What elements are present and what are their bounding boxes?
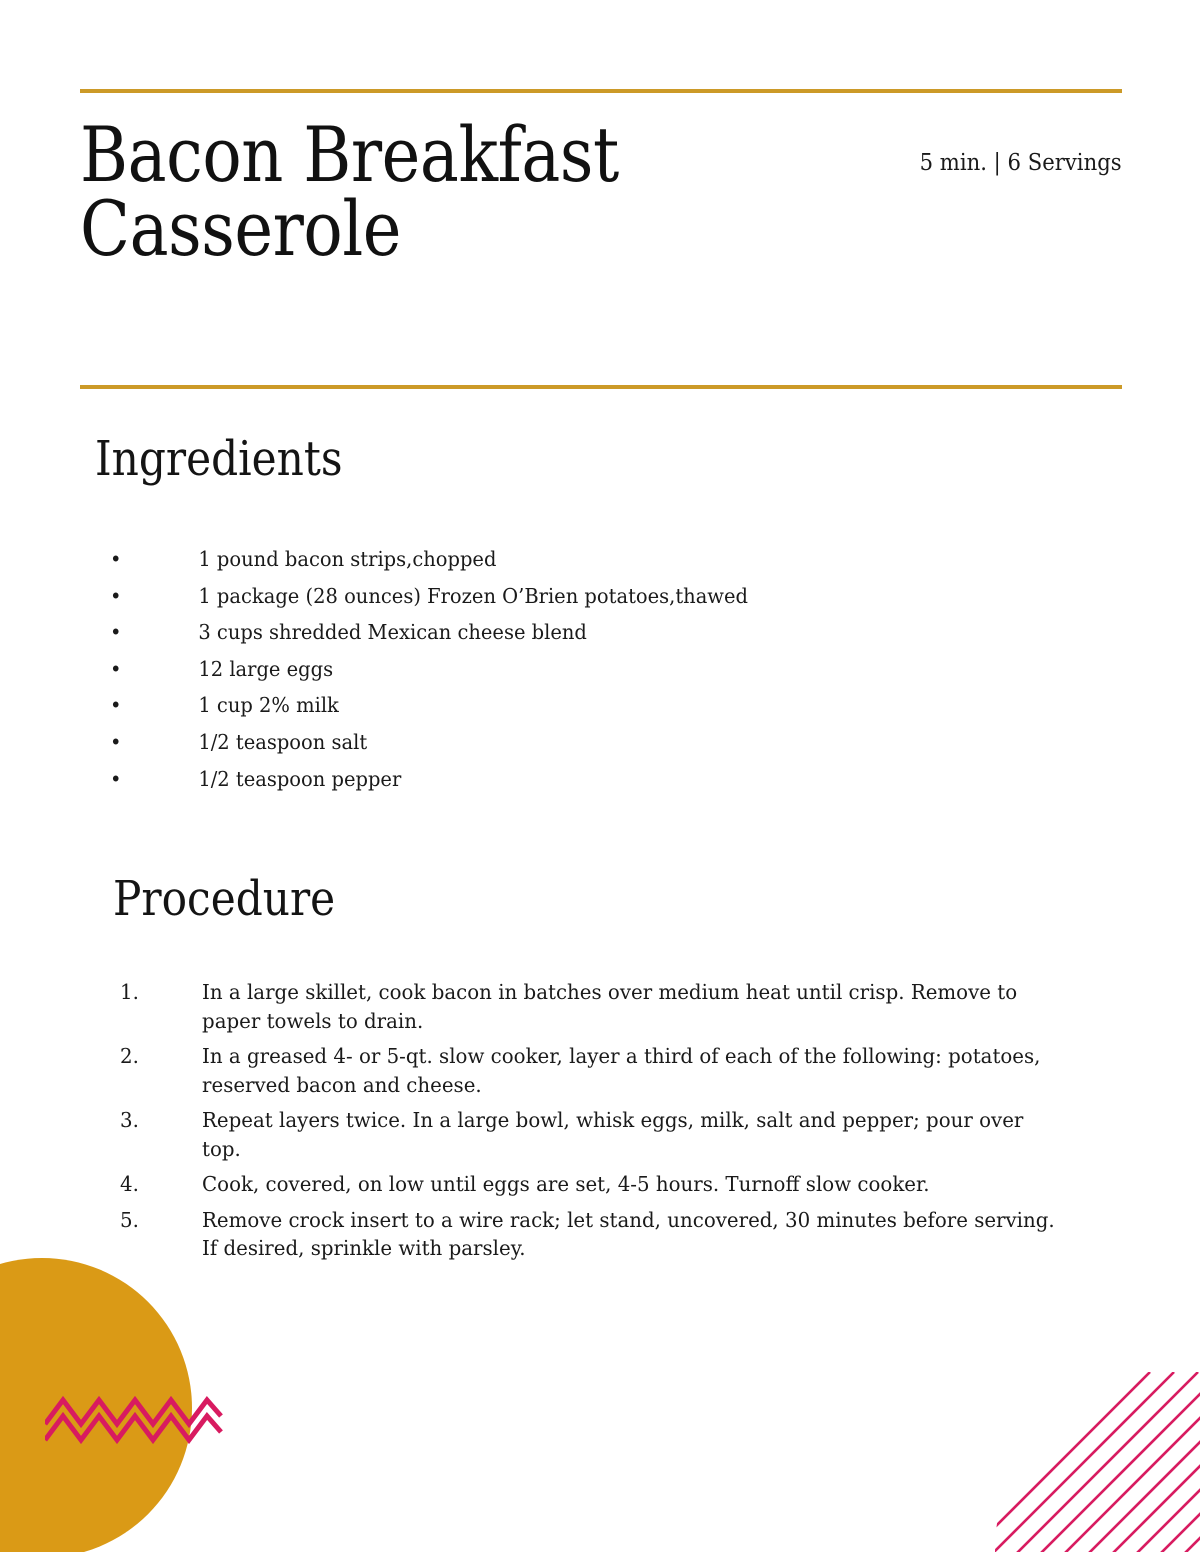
procedure-list <box>120 978 1100 1270</box>
list-item <box>120 978 1066 1035</box>
ingredient-text: 1/2 teaspoon salt <box>198 729 368 754</box>
list-item <box>110 578 1060 615</box>
procedure-heading: Procedure <box>113 871 336 927</box>
header-bottom-rule <box>80 385 1122 389</box>
step-number: 3. <box>120 1108 139 1132</box>
bullet-icon: • <box>110 656 122 681</box>
step-number: 4. <box>120 1172 139 1196</box>
header <box>80 110 1122 274</box>
header-top-rule <box>80 89 1122 93</box>
ingredients-list <box>110 541 1110 797</box>
ingredient-text: 1 package (28 ounces) Frozen O’Brien potatoes,thawed <box>198 583 748 608</box>
step-text: Cook, covered, on low until eggs are set, 4-5 hours. Turnoff slow cooker. <box>202 1172 930 1196</box>
step-text: In a greased 4- or 5-qt. slow cooker, layer a third of each of the following: potatoes, reserved bacon and cheese. <box>202 1044 1041 1097</box>
list-item <box>110 651 1060 688</box>
step-text: Repeat layers twice. In a large bowl, whisk eggs, milk, salt and pepper; pour over top. <box>202 1108 1024 1161</box>
recipe-meta: 5 min. | 6 Servings <box>919 150 1122 176</box>
ingredient-text: 1/2 teaspoon pepper <box>198 766 402 791</box>
step-text: Remove crock insert to a wire rack; let stand, uncovered, 30 minutes before serving. If desired, sprinkle with parsley. <box>202 1207 1055 1260</box>
bullet-icon: • <box>110 729 122 754</box>
list-item <box>110 724 1060 761</box>
bullet-icon: • <box>110 547 122 571</box>
bullet-icon: • <box>110 766 122 791</box>
ingredient-text: 1 cup 2% milk <box>198 693 339 718</box>
ingredient-text: 1 pound bacon strips,chopped <box>198 547 497 571</box>
page-title: Bacon Breakfast Casserole <box>80 110 619 274</box>
bullet-icon: • <box>110 620 122 645</box>
list-item <box>110 614 1060 651</box>
list-item <box>120 1170 1066 1199</box>
bullet-icon: • <box>110 693 122 718</box>
list-item <box>120 1106 1066 1163</box>
ingredient-text: 12 large eggs <box>198 656 334 681</box>
step-text: In a large skillet, cook bacon in batches over medium heat until crisp. Remove to paper towels to drain. <box>202 980 1018 1033</box>
step-number: 5. <box>120 1207 139 1232</box>
list-item <box>110 761 1060 798</box>
list-item <box>120 1042 1066 1099</box>
step-number: 2. <box>120 1044 139 1068</box>
ingredients-section <box>95 431 1115 791</box>
list-item <box>110 541 1060 578</box>
step-number: 1. <box>120 980 139 1004</box>
ingredients-heading: Ingredients <box>95 431 343 487</box>
pink-zigzag-decoration <box>45 1378 265 1450</box>
ingredient-text: 3 cups shredded Mexican cheese blend <box>198 620 587 645</box>
pink-diagonal-stripes-decoration <box>990 1372 1200 1552</box>
list-item <box>120 1206 1066 1263</box>
list-item <box>110 687 1060 724</box>
bullet-icon: • <box>110 583 122 608</box>
procedure-section <box>113 871 1123 1260</box>
